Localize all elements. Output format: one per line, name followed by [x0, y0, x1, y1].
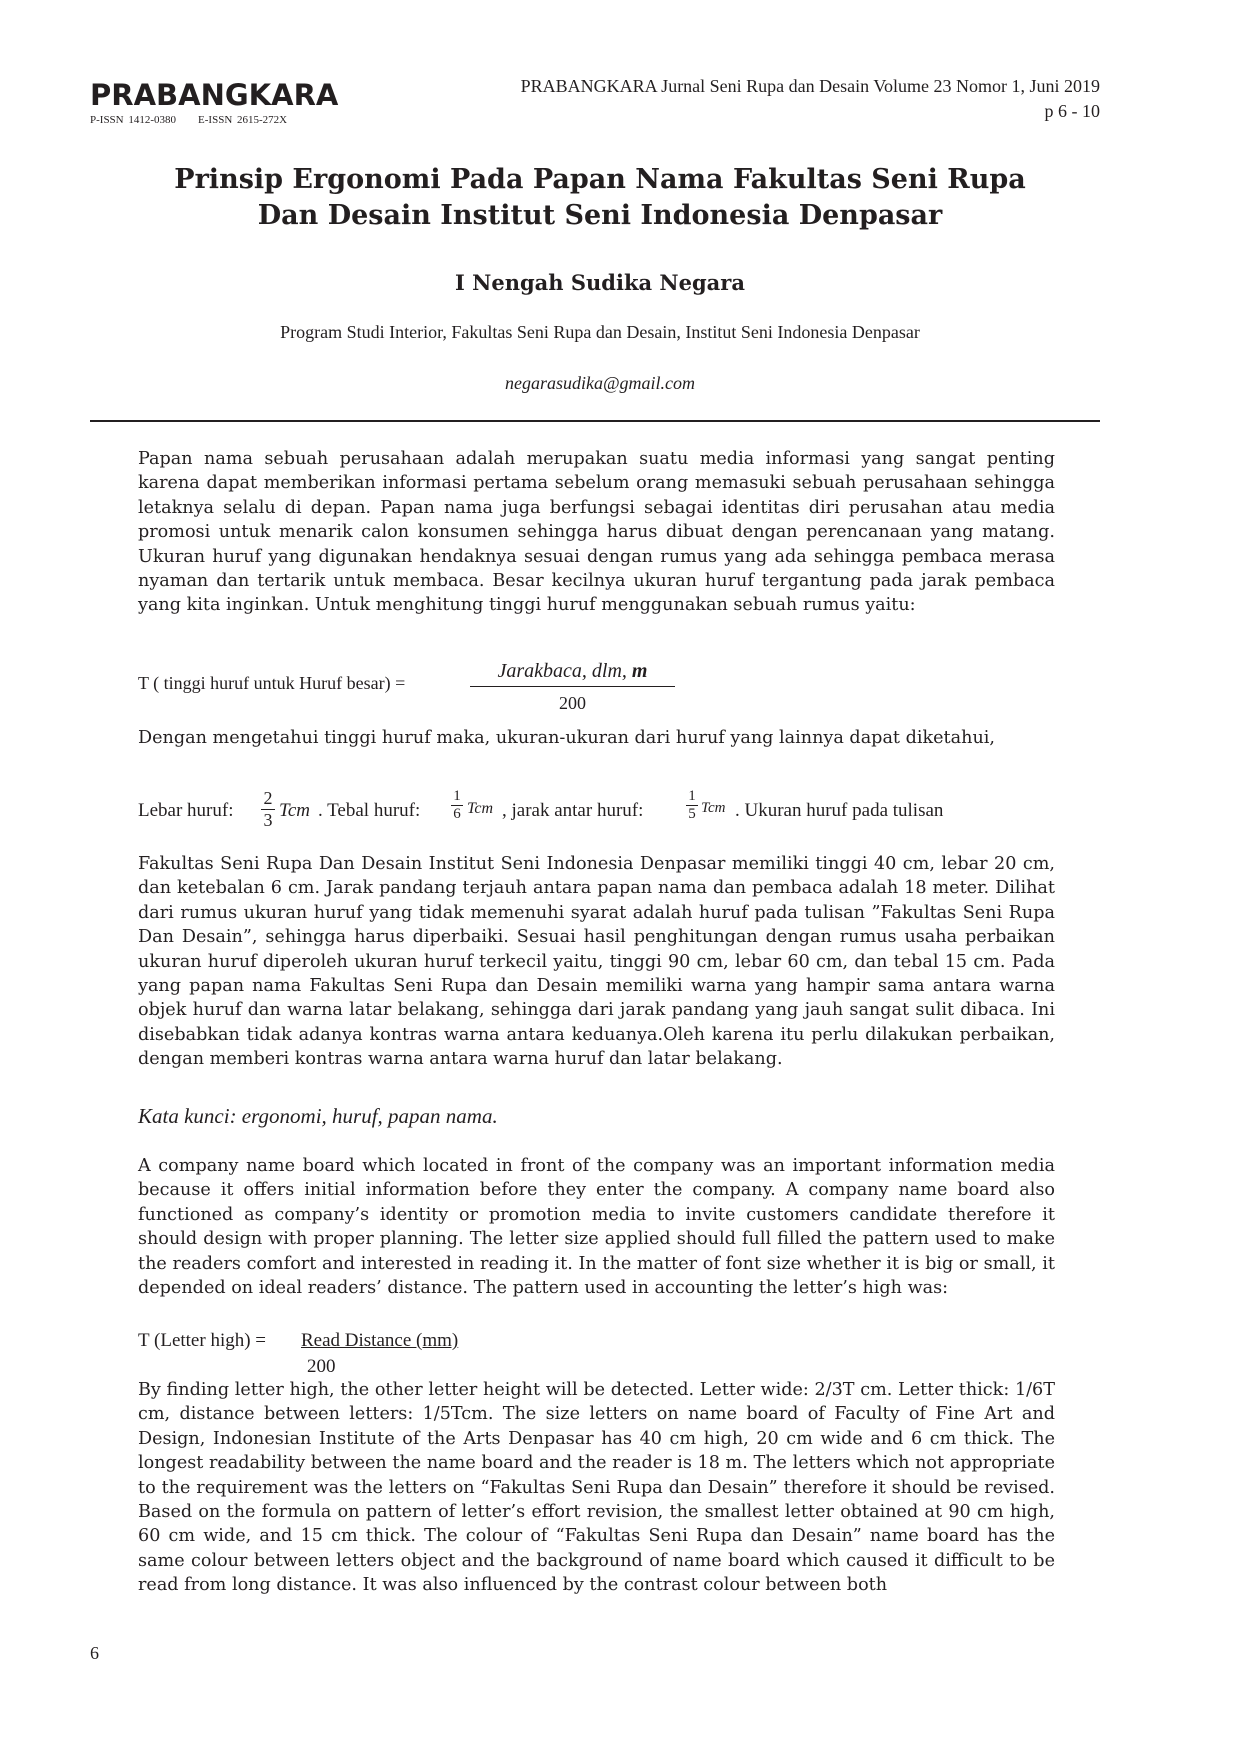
jarak-num: 1 [688, 788, 696, 804]
tebal-num: 1 [453, 788, 461, 804]
lebar-num: 2 [263, 788, 273, 808]
author-email: negarasudika@gmail.com [504, 373, 696, 393]
article-title [90, 162, 1110, 234]
formula-numerator-id [470, 660, 675, 683]
formula-numerator-bold: m [631, 660, 648, 682]
abstract-en-paragraph-2: By finding letter high, the other letter height will be detected. Letter wide: 2/3T cm. Letter thick: 1/6T cm, distance between letters: 1/5Tcm. The size letters on name board of Faculty of Fine Art and Design, Indonesian Institute of the Arts Denpasar has 40 cm high, 20 cm wide and 6 cm thick. The longest readability between the name board and the reader is 18 m. The letters which not appropriate to the requirement was the letters on “Fakultas Seni Rupa dan Desain” therefore it should be revised. Based on the formula on pattern of letter’s effort revision, the smallest letter obtained at 90 cm high, 60 cm wide, and 15 cm thick. The colour of “Fakultas Seni Rupa dan Desain” name board has the same colour between letters object and the background of name board which caused it difficult to be read from long distance. It was also influenced by the contrast colour between both [138, 1380, 1055, 1596]
page-number: 6 [90, 1643, 99, 1663]
formula-fraction-en [301, 1330, 458, 1378]
abstract-id-paragraph-1: Papan nama sebuah perusahaan adalah merupakan suatu media informasi yang sangat penting karena dapat memberikan informasi pertama sebelum orang memasuki sebuah perusahaan sehingga letaknya selalu di depan. Papan nama juga berfungsi sebagai identitas diri perusahan atau media promosi untuk menarik calon konsumen sehingga harus dibuat dengan perencanaan yang matang. Ukuran huruf yang digunakan hendaknya sesuai dengan rumus yang ada sehingga pembaca merasa nyaman dan tertarik untuk membaca. Besar kecilnya ukuran huruf tergantung pada jarak pembaca yang kita inginkan. Untuk menghitung tinggi huruf menggunakan sebuah rumus yaitu: [138, 449, 1055, 616]
header-divider [90, 420, 1100, 422]
letter-ratio-line [138, 788, 1038, 850]
jarak-fraction [686, 788, 698, 823]
issn-print: P-ISSN 1412-0380 [90, 114, 177, 126]
ukuran-label: . Ukuran huruf pada tulisan [735, 800, 944, 821]
title-line-2: Dan Desain Institut Seni Indonesia Denpasar [257, 200, 943, 231]
formula-denominator-id: 200 [559, 693, 586, 713]
formula-numerator-text: Jarakbaca, dlm, [497, 660, 632, 682]
author-name: I Nengah Sudika Negara [455, 270, 745, 295]
jarak-unit: Tcm [701, 800, 726, 816]
formula-label-id: T ( tinggi huruf untuk Huruf besar) = [138, 673, 406, 693]
lebar-unit: Tcm [279, 800, 310, 821]
formula-fraction-id [470, 660, 675, 714]
abstract-id-paragraph-2: Fakultas Seni Rupa Dan Desain Institut Seni Indonesia Denpasar memiliki tinggi 40 cm, lebar 20 cm, dan ketebalan 6 cm. Jarak pandang terjauh antara papan nama dan pembaca adalah 18 meter. Dilihat dari rumus ukuran huruf yang tidak memenuhi syarat adalah huruf pada tulisan ”Fakultas Seni Rupa Dan Desain”, sehingga harus diperbaiki. Sesuai hasil penghitungan dengan rumus usaha perbaikan ukuran huruf diperoleh ukuran huruf terkecil yaitu, tinggi 90 cm, lebar 60 cm, dan tebal 15 cm. Pada yang papan nama Fakultas Seni Rupa dan Desain memiliki warna yang hampir sama antara warna objek huruf dan warna latar belakang, sehingga dari jarak pandang yang jauh sangat sulit dibaca. Ini disebabkan tidak adanya kontras warna antara keduanya.Oleh karena itu perlu dilakukan perbaikan, dengan memberi kontras warna antara warna huruf dan latar belakang. [138, 854, 1055, 1070]
lebar-label: Lebar huruf: [138, 800, 234, 821]
journal-citation: PRABANGKARA Jurnal Seni Rupa dan Desain Volume 23 Nomor 1, Juni 2019 [520, 76, 1100, 96]
author-affiliation: Program Studi Interior, Fakultas Seni Rupa dan Desain, Institut Seni Indonesia Denpasar [280, 322, 920, 342]
issn-line [90, 114, 309, 126]
lebar-den: 3 [263, 810, 273, 830]
tebal-fraction [451, 788, 463, 823]
tebal-den: 6 [453, 806, 461, 822]
formula-numerator-en: Read Distance (mm) [301, 1330, 459, 1351]
journal-logo: PRABANGKARA [90, 78, 339, 112]
abstract-id-after-formula: Dengan mengetahui tinggi huruf maka, ukuran-ukuran dari huruf yang lainnya dapat diketahui, [138, 728, 995, 748]
page-range: p 6 - 10 [1044, 101, 1100, 121]
issn-online: E-ISSN 2615-272X [198, 114, 288, 126]
abstract-en-paragraph-1: A company name board which located in front of the company was an important information media because it offers initial information before they enter the company. A company name board also functioned as company’s identity or promotion media to invite customers candidate therefore it should design with proper planning. The letter size applied should full filled the pattern used to make the readers comfort and interested in reading it. In the matter of font size whether it is big or small, it depended on ideal readers’ distance. The pattern used in accounting the letter’s high was: [138, 1156, 1055, 1299]
jarak-label: , jarak antar huruf: [502, 800, 644, 821]
formula-bar-id [470, 686, 675, 687]
formula-label-en: T (Letter high) = [138, 1330, 267, 1351]
jarak-den: 5 [688, 806, 696, 822]
lebar-fraction [261, 788, 275, 831]
title-line-1: Prinsip Ergonomi Pada Papan Nama Fakultas Seni Rupa [174, 164, 1026, 195]
keywords: Kata kunci: ergonomi, huruf, papan nama. [138, 1104, 498, 1128]
tebal-label: . Tebal huruf: [318, 800, 421, 821]
tebal-unit: Tcm [467, 800, 494, 817]
formula-denominator-en: 200 [307, 1356, 336, 1377]
running-header [521, 74, 1100, 124]
